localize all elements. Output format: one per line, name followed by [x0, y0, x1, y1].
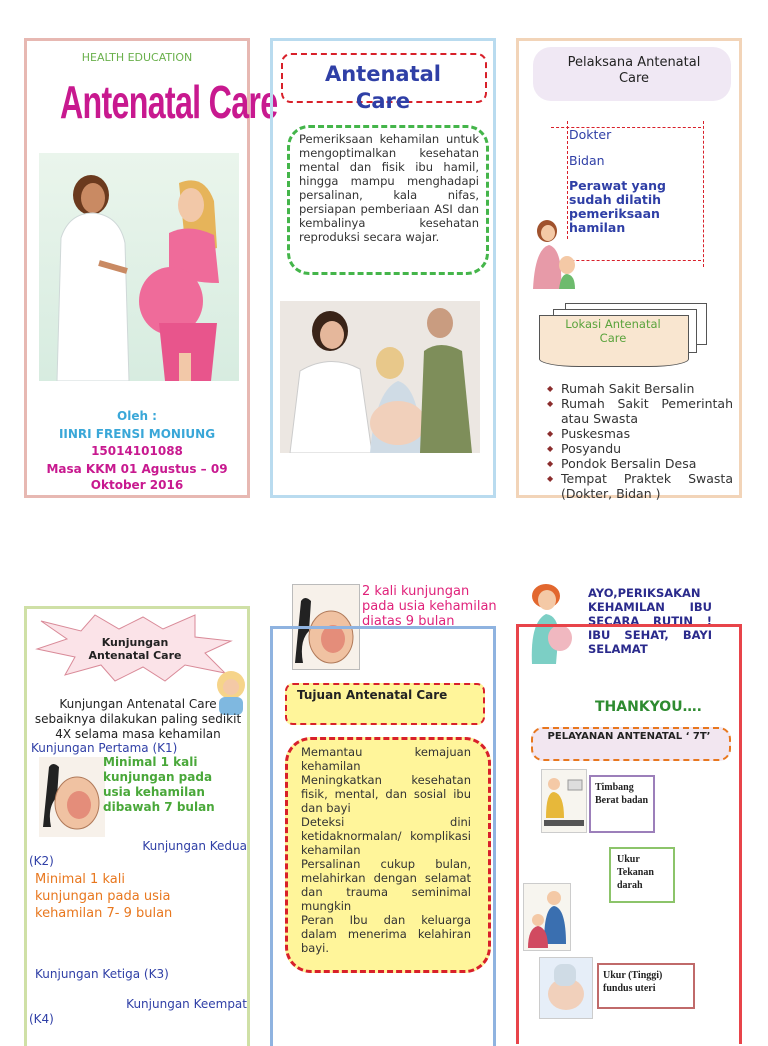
lokasi-item: ◆ Tempat Praktek Swasta (Dokter, Bidan ) [547, 471, 733, 501]
pelaksana-item: Perawat yang sudah dilatih pemeriksaan hamilan [569, 178, 666, 235]
panel-cover [24, 38, 278, 498]
author-by: Oleh : [117, 409, 157, 423]
header-label: HEALTH EDUCATION [81, 51, 193, 64]
pelaksana-title: Pelaksana Antenatal Care [567, 55, 701, 86]
panel-kunjungan [24, 606, 250, 1046]
k4-code: (K4) [29, 1012, 54, 1026]
tujuan-title: Tujuan Antenatal Care [297, 688, 448, 702]
author-name: IINRI FRENSI MONIUNG [58, 427, 216, 441]
k2-label: Kunjungan Kedua [142, 839, 247, 853]
tujuan-item: Peran Ibu dan keluarga dalam menerima kelahiran bayi. [301, 913, 471, 955]
author-id: 15014101088 [91, 444, 183, 458]
k2-note: Minimal 1 kali kunjungan pada usia kehamilan 7- 9 bulan [35, 872, 173, 921]
scale-illustration [541, 769, 587, 833]
tujuan-item: Meningkatkan kesehatan fisik, mental, dan sosial ibu dan bayi [301, 773, 471, 815]
tujuan-item: Persalinan cukup bulan, melahirkan dengan selamat dan trauma seminimal mungkin [301, 857, 471, 913]
panel-pelayanan [516, 624, 742, 1044]
k4-label: Kunjungan Keempat [126, 997, 247, 1011]
lokasi-title: Lokasi Antenatal Care [565, 317, 661, 345]
panel-pelaksana [516, 38, 742, 501]
lokasi-item: ◆ Posyandu [547, 441, 733, 456]
k2-code: (K2) [29, 854, 54, 868]
thanks-text: THANKYOU…. [595, 699, 702, 715]
lokasi-item: ◆ Puskesmas [547, 426, 733, 441]
kunjungan-intro: Kunjungan Antenatal Care sebaiknya dilakukan paling sedikit 4X selama masa kehamilan [34, 697, 242, 741]
tujuan-item: Memantau kemajuan kehamilan [301, 745, 471, 773]
pelaksana-item: Dokter [569, 127, 612, 142]
lokasi-item: ◆ Rumah Sakit Pemerintah atau Swasta [547, 396, 733, 426]
tekanan-text: Ukur Tekanan darah [617, 854, 654, 891]
fundus-text: Ukur (Tinggi) fundus uteri [603, 970, 663, 994]
pelayanan-title: PELAYANAN ANTENATAL ‘ 7T’ [547, 731, 711, 742]
k3-label: Kunjungan Ketiga (K3) [35, 967, 169, 981]
panel-tujuan [270, 626, 496, 1046]
tujuan-list [301, 745, 471, 955]
k1-note: Minimal 1 kali kunjungan pada usia kehamilan dibawah 7 bulan [103, 755, 215, 814]
mother-child-illustration [529, 219, 579, 289]
k1-label: Kunjungan Pertama (K1) [31, 741, 178, 755]
lokasi-item: ◆ Pondok Bersalin Desa [547, 456, 733, 471]
pelaksana-frame-right [703, 121, 704, 267]
cover-title: Antenatal Care [60, 76, 278, 128]
tujuan-item: Deteksi dini ketidaknormalan/ komplikasi kehamilan [301, 815, 471, 857]
fetus-illustration [39, 757, 105, 837]
fundus-illustration [539, 957, 593, 1019]
burst-title: Kunjungan Antenatal Care [88, 636, 182, 662]
pelaksana-item: Bidan [569, 153, 605, 168]
panel5-note: 2 kali kunjungan pada usia kehamilan diatas 9 bulan [362, 584, 497, 629]
author-period: Masa KKM 01 Agustus – 09 Oktober 2016 [46, 462, 228, 492]
panel-definition [270, 38, 496, 498]
lokasi-list [547, 381, 733, 501]
definition-title: Antenatal Care [324, 62, 441, 113]
definition-text: Pemeriksaan kehamilan untuk mengoptimalkan kesehatan mental dan fisik ibu hamil, hingga mampu menghadapi persalinan, kala nifas, persiapan pemberiaan ASI dan kembalinya kesehatan reproduksi secara wajar. [299, 132, 479, 244]
checkup-photo [280, 301, 480, 453]
doctor-patient-illustration [39, 153, 239, 381]
lokasi-item: ◆ Rumah Sakit Bersalin [547, 381, 733, 396]
panel6-slogan: AYO,PERIKSAKAN KEHAMILAN IBU SECARA RUTIN ! IBU SEHAT, BAYI SELAMAT [588, 586, 712, 656]
blood-pressure-illustration [523, 883, 571, 951]
timbang-text: Timbang Berat badan [595, 782, 649, 806]
